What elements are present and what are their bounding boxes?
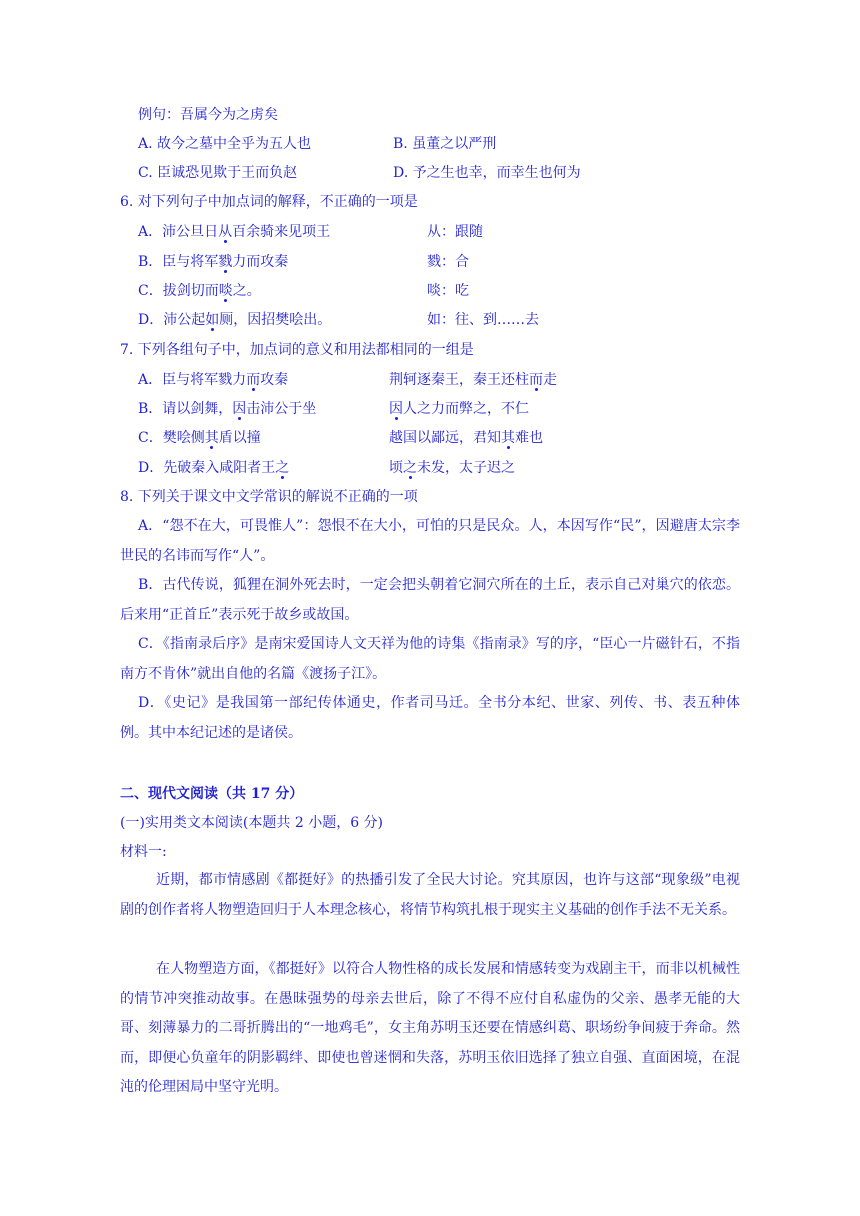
- article-paragraph-1: 近期，都市情感剧《都挺好》的热播引发了全民大讨论。究其原因，也许与这部“现象级”电视剧的创作者将人物塑造回归于人本理念核心，将情节构筑扎根于现实主义基础的创作手法不无关系。: [120, 872, 740, 918]
- q5-option-a: A. 故今之墓中全乎为五人也: [138, 136, 312, 152]
- q6-gloss-a: 从：跟随: [427, 224, 483, 240]
- q6-gloss-b: 戮：合: [427, 254, 469, 270]
- q8-option-c: C．《指南录后序》是南宋爱国诗人文天祥为他的诗集《指南录》写的序，“臣心一片磁针石，不指南方不肯休”就出自他的名篇《渡扬子江》。: [120, 636, 740, 682]
- q8-option-d: D．《史记》是我国第一部纪传体通史，作者司马迁。全书分本纪、世家、列传、书、表五种体例。其中本纪记述的是诸侯。: [120, 695, 740, 741]
- q7-option-a-left: A．臣与将军戮力而攻秦: [138, 372, 289, 388]
- q8-option-a: A．“怨不在大，可畏惟人”：怨恨不在大小，可怕的只是民众。人，本因写作“民”，因避唐太宗李世民的名讳而写作“人”。: [120, 518, 740, 564]
- q7-option-b-left: B．请以剑舞，因击沛公于坐: [138, 401, 317, 417]
- q5-option-b: B. 虽董之以严刑: [393, 136, 497, 152]
- q5-option-d: D. 予之生也幸，而幸生也何为: [393, 165, 581, 181]
- q7-option-c-left: C．樊哙侧其盾以撞: [138, 430, 261, 446]
- q6-option-b: B．臣与将军戮力而攻秦: [138, 254, 289, 270]
- q6-option-d: D．沛公起如厕，因招樊哙出。: [138, 312, 332, 328]
- q6-option-a: A．沛公旦日从百余骑来见项王: [138, 224, 331, 240]
- q8-stem: 8. 下列关于课文中文学常识的解说不正确的一项: [120, 489, 418, 505]
- q6-option-c: C．拔剑切而啖之。: [138, 283, 261, 299]
- material-label: 材料一:: [120, 844, 167, 860]
- q7-option-a-right: 荆轲逐秦王，秦王还柱而走: [389, 372, 557, 388]
- example-sentence: 例句：吾属今为之虏矣: [138, 107, 278, 123]
- q7-option-d-left: D．先破秦入咸阳者王之: [138, 460, 290, 476]
- q7-stem: 7. 下列各组句子中，加点词的意义和用法都相同的一组是: [120, 342, 474, 358]
- q6-gloss-c: 啖：吃: [427, 283, 469, 299]
- q8-option-b: B．古代传说，狐狸在洞外死去时，一定会把头朝着它洞穴所在的土丘，表示自己对巢穴的依恋。后来用“正首丘”表示死于故乡或故国。: [120, 577, 740, 623]
- q7-option-d-right: 顷之未发，太子迟之: [389, 460, 515, 476]
- q6-stem: 6. 对下列句子中加点词的解释，不正确的一项是: [120, 194, 418, 210]
- subsection-heading: (一)实用类文本阅读(本题共 2 小题，6 分): [120, 815, 384, 831]
- q5-option-c: C. 臣诚恐见欺于王而负赵: [138, 165, 298, 181]
- q6-gloss-d: 如：往、到……去: [427, 312, 539, 328]
- section-heading: 二、现代文阅读（共 17 分）: [120, 786, 304, 802]
- article-paragraph-2: 在人物塑造方面，《都挺好》以符合人物性格的成长发展和情感转变为戏剧主干，而非以机械性的情节冲突推动故事。在愚昧强势的母亲去世后，除了不得不应付自私虚伪的父亲、愚孝无能的大哥、刻薄暴力的二哥折腾出的“一地鸡毛”，女主角苏明玉还要在情感纠葛、职场纷争间疲于奔命。然而，即便心负童年的阴影羁绊、即使也曾迷惘和失落，苏明玉依旧选择了独立自强、直面困境，在混沌的伦理困局中坚守光明。: [120, 961, 740, 1095]
- q7-option-b-right: 因人之力而弊之，不仁: [389, 401, 529, 417]
- q7-option-c-right: 越国以鄙远，君知其难也: [389, 430, 543, 446]
